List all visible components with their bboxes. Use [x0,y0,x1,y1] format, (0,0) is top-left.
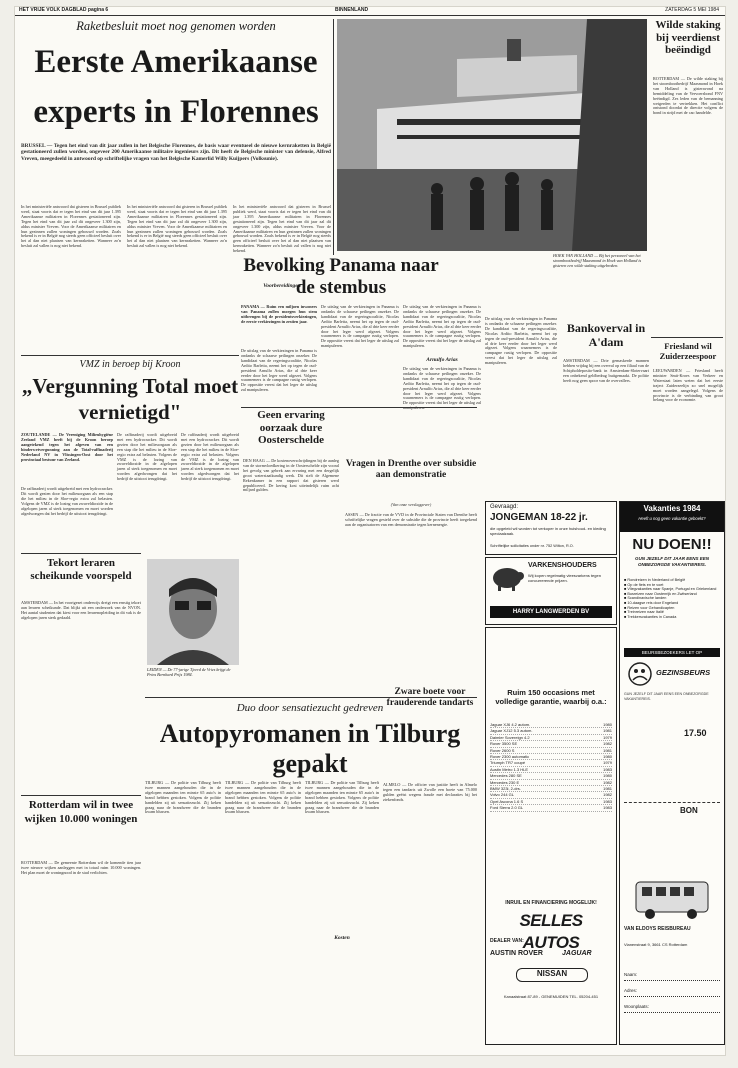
car-year: 1981 [603,728,612,734]
ad-vakanties-brand: GEZINSBEURS [656,668,711,677]
vakantie-list-item: ■ Scandinavische landen [624,596,667,601]
page-header-bar [15,7,725,16]
total-intro: ZOUTELANDE — De Vereniging Milieuhygiëne Zeeland VMZ heeft bij de Kroon beroep aangetekend tegen het afgeven van een hinderwetvergunning aan de Total-raffinaderij Nederland NV in Vlissingen-Oost door het provinciaal bestuur van Zeeland. [21,432,113,462]
ad-vakanties-woonplaats: Woonplaats: [624,1004,720,1013]
rule-h1 [21,355,239,356]
car-model: Rover 2600 S [490,747,515,753]
rule-h3 [145,697,477,698]
tandarts-body: ALMELO — De officier van justitie heeft in Almelo tegen een tandarts uit Zwolle een boete van 75.000 gulden geëist wegens fraude met declaraties bij het ziekenfonds. [383,782,477,802]
ad-varkens [485,557,617,625]
car-model: Rover 3500 SE [490,741,518,747]
rule-v1 [333,19,334,255]
ad-occasions-brand1: AUSTIN ROVER [490,950,543,957]
lead-body-col1: In het ministeriële antwoord dat gisteren in Brussel publiek werd, staat voorts dat er tegen het eind van dit jaar 1.395 Amerikaanse militairen in Florennes gestationeerd zijn. Tegen het eind van dit jaar zal dit ongeveer 1.300 zijn, aldus minister Vreven. Voor de Amerikaanse militairen en hun gezinnen zullen woningen gebouwd worden. Zoals bekend is er in België nog steeds geen officieel besluit over het al dan niet plaatsen van kernraketten. Wanneer zo'n besluit zal vallen is nog niet bekend. [21,204,121,249]
ferry-photo [337,19,647,251]
ad-varkens-title: VARKENSHOUDERS [528,562,597,569]
autopyro-body-col2: TILBURG — De politie van Tilburg heeft twee mannen aangehouden die in de afgelopen maanden ten minste 65 auto's in brand hebben gestoken. Volgens de politie handelden zij uit sensatiezucht. Zij keken graag naar de brandweer die de branden kwam blussen. [225,780,301,815]
car-model: Rover 2300 automatic [490,754,530,760]
panama-body-col1: De uitslag van de verkiezingen in Panama is ondanks de schaarse peilingen onzeker. De kandidaat van de regeringscoalitie, Nicolas Ardito Barletta, neemt het op tegen de oud-president Arnulfo Arias, die al drie keer eerder door het leger werd afgezet. Volgens waarnemers is de campagne rustig verlopen. De oppositie vreest dat het leger de uitslag zal manipuleren. [241,348,317,393]
car-model: Mercedes 230 E [490,779,520,785]
panama-body-col3b: De uitslag van de verkiezingen in Panama is ondanks de schaarse peilingen onzeker. De kandidaat van de regeringscoalitie, Nicolas Ardito Barletta, neemt het op tegen de oud-president Arnulfo Arias, die al drie keer eerder door het leger werd afgezet. Volgens waarnemers is de campagne rustig verlopen. De oppositie vreest dat het leger de uitslag zal [403,366,481,406]
car-model: Austin Metro 1.3 HLE [490,766,529,772]
rule-tekort [21,553,141,554]
total-body-col3: De raffinaderij wordt uitgebreid met een hydrocracker. Dit wordt gezien door het milieuorgaan als een stap die het milieu in de Sloe-regio extra zal belasten. Volgens de VMZ is de lozing van zwaveldioxide in de afgelopen jaren al sterk toegenomen en moet worden afgedwongen dat het bedrijf de uitstoot terugdringt. [181,432,239,482]
vakantie-list-item: ■ Trekkersvakanties in Canada [624,614,677,619]
ad-vakanties-big: NU DOEN!! [632,536,712,553]
ad-vakanties-naam: Naam: [624,972,720,981]
autopyro-body-col1: TILBURG — De politie van Tilburg heeft twee mannen aangehouden die in de afgelopen maanden ten minste 65 auto's in brand hebben gestoken. Volgens de politie handelden zij uit sensatiezucht. Zij keken graag naar de brandweer die de branden kwam blussen. [145,780,221,815]
car-year: 1979 [603,760,612,766]
wilde-staking-headline: Wilde staking bij veerdienst beëindigd [655,19,721,56]
ad-vakanties-filler: GUN JEZELF DIT JAAR EENS EEN ONBEZORGDE VAKANTIEREIS. [624,692,709,701]
car-year: 1982 [603,792,612,798]
panama-headline: Bevolking Panama naar de stembus [243,255,439,298]
ad-occasions [485,627,617,1045]
car-model: Ford Sierra 2.0 GL [490,805,524,811]
ad-vakanties-cutline [624,802,720,804]
car-year: 1982 [603,779,612,785]
panama-body-col4: De uitslag van de verkiezingen in Panama is ondanks de schaarse peilingen onzeker. De kandidaat van de regeringscoalitie, Nicolas Ardito Barletta, neemt het op tegen de oud-president Arnulfo Arias, die al drie keer eerder door het leger werd afgezet. Volgens waarnemers is de campagne rustig verlopen. De oppositie vreest dat het leger de uitslag zal manipuleren. [485,316,557,366]
car-model: BMW 323i, 2-drs. [490,786,521,792]
total-body-col1: De raffinaderij wordt uitgebreid met een hydrocracker. Dit wordt gezien door het milieuorgaan als een stap die het milieu in de Sloe-regio extra zal belasten. Volgens de VMZ is de lozing van zwaveldioxide in de afgelopen jaren al sterk toegenomen en moet worden afgedwongen dat het bedrijf de uitstoot terugdringt. [21,486,113,516]
bus-icon [634,874,710,922]
page-header-left: HET VRIJE VOLK DAGBLAD pagina 6 [19,7,109,13]
car-model: Jaguar XJ12 5.3 autom. [490,728,533,734]
ad-vakanties-adres: Adres: [624,988,720,997]
car-year: 1979 [603,734,612,740]
car-year: 1983 [603,805,612,811]
vakantie-list-item: ■ Op de fiets en te voet [624,582,664,587]
ad-vakanties-label: BEURSBEZOEKERS LET OP [624,648,720,657]
rule-h2 [241,407,477,408]
friesland-body: LEEUWARDEN — Friesland heeft minister Smit-Kroes van Verkeer en Waterstaat laten weten dat het eerste traject Zuiderzeelijn zo snel mogelijk moet worden aangelegd. Volgens de provincie is de verbinding van groot belang voor de economie. [653,368,723,403]
bankoverval-headline: Bankoverval in A'dam [566,321,646,349]
total-headline: „Vergunning Total moet vernietigd" [21,374,239,424]
car-model: Jaguar XJ6 4.2 autom. [490,722,531,727]
ad-vakanties-slogan: GUN JEZELF DIT JAAR EENS EEN ONBEZORGDE VAKANTIEREIS. [634,556,709,567]
lead-subhead: Voorbereidingen [263,283,301,289]
total-kicker: VMZ in beroep bij Kroon [79,359,181,370]
ad-vakanties-firm: VAN ELDOYS REISBUREAU [624,926,691,932]
oosterschelde-headline: Geen ervaring oorzaak dure Oosterschelde [257,409,325,446]
portrait-photo [147,559,239,665]
lead-kicker: Raketbesluit moet nog genomen worden [76,19,276,33]
bankoverval-body: AMSTERDAM — Drie gemaskerde mannen hebben vrijdag bij een overval op een filiaal van de Schipholdeposito-bank in Amsterdam-Slotervaart een onbekend geldbedrag buitgemaakt. De politie heeft nog geen spoor van de overvallers. [563,358,649,383]
ad-occasions-title: Ruim 150 occasions met volledige garantie, waarbij o.a.: [495,688,607,706]
vakantie-list-item: ■ Rondreizen in Nederland of België [624,578,686,582]
ad-jongeman-title: Gevraagd: [490,504,519,510]
ad-varkens-text: Wij kopen regelmatig vleesvarkens tegen concurrerende prijzen. [528,573,601,583]
car-year: 1983 [603,798,612,804]
ad-varkens-name: HARRY LANGWERDEN BV [490,606,612,618]
rotterdam-body: ROTTERDAM — De gemeente Rotterdam wil de komende tien jaar twee nieuwe wijken aanleggen met in totaal ruim 10.000 woningen. Het plan moet de woningnood in de stad verlichten. [21,860,141,875]
ad-occasions-brand2: JAGUAR [562,950,592,957]
ad-occasions-logo: SELLES AUTOS [519,911,583,952]
car-model: Volvo 244 GL [490,792,515,798]
family-logo-icon [628,662,652,686]
autopyro-headline: Autopyromanen in Tilburg gepakt [159,719,461,778]
ad-jongeman-big: JONGEMAN 18-22 jr. [490,512,588,523]
car-year: 1980 [603,722,612,727]
tekort-body: AMSTERDAM — In het voortgezet onderwijs dreigt een ernstig tekort aan leraren scheikunde. Dat blijkt uit een onderzoek van de NVON. Het aantal studenten dat kiest voor een lerarenopleiding in dit vak is de afgelopen jaren sterk gedaald. [21,600,141,620]
newspaper-page [14,6,726,1056]
drenthe-headline: Vragen in Drenthe over subsidie aan demonstratie [345,459,477,480]
ad-vakanties-addr: Vianenstraat 9, 3661 CS Rotterdam [624,942,688,947]
page-header-date: ZATERDAG 5 MEI 1984 [665,7,719,13]
wilde-staking-body: ROTTERDAM — De wilde staking bij het stoombootbedrijf Maasmond in Hoek van Holland is gisteravond na bemiddeling van de Vervoersbond FNV beëindigd. Zes leden van de bemanning weigerden te vertrekken. Het conflict ontstond doordat de directie volgens de bond in strijd met de cao handelde. [653,76,723,116]
ad-vakanties-price: 17.50 [684,728,707,738]
car-model: Opel Ascona 1.6 S [490,798,524,804]
friesland-headline: Friesland wil Zuiderzeespoor [659,341,717,361]
car-model: Daimler Sovereign 4.2 [490,734,530,740]
rule-h5 [651,337,723,338]
autopyro-kicker: Duo door sensatiezucht gedreven [236,702,384,714]
vakantie-list-item: ■ Treinreizen naar Italië [624,610,664,615]
ad-vakanties-title: Vakanties 1984 [643,504,701,513]
rotterdam-headline: Rotterdam wil in twee wijken 10.000 woningen [24,799,138,825]
ad-vakanties-header [620,502,724,532]
page-header-section: BINNENLAND [335,7,369,13]
car-year: 1980 [603,773,612,779]
portrait-caption: LEIDEN — De 77-jarige Tjeerd de Vries krijgt de Prins Bernhard Prijs 1984. [147,667,231,677]
portrait-photo-art [147,559,239,665]
car-year: 1981 [603,747,612,753]
ad-occasions-brand3: NISSAN [516,968,588,982]
ad-jongeman-text: die opgeleid wil worden tot verkoper in onze huishoud- en kleding speciaalzaak. [490,526,606,536]
lead-body-col2: In het ministeriële antwoord dat gisteren in Brussel publiek werd, staat voorts dat er tegen het eind van dit jaar 1.395 Amerikaanse militairen in Florennes gestationeerd zijn. Tegen het eind van dit jaar zal dit ongeveer 1.300 zijn, aldus minister Vreven. Voor de Amerikaanse militairen en hun gezinnen zullen woningen gebouwd worden. Zoals bekend is er in België nog steeds geen officieel besluit over het al dan niet plaatsen van kernraketten. Wanneer zo'n besluit zal vallen is nog niet bekend. [127,204,227,249]
ad-vakanties-list [624,578,720,640]
ad-vakanties-bon: BON [680,806,698,815]
car-list-item [490,805,612,811]
drenthe-body: ASSEN — De fractie van de VVD in de Provinciale Staten van Drenthe heeft schriftelijke vragen gesteld over de subsidie die de provincie heeft toegekend aan de organisatoren van een demonstratie tegen kernenergie. [345,512,477,527]
panama-intro: PANAMA — Ruim een miljoen inwoners van Panama zullen morgen hun stem uitbrengen bij de presidentsverkiezingen, de eerste verkiezingen in zestien jaar. [241,304,317,324]
ad-occasions-dealer: DEALER VAN: [490,938,524,944]
lead-body-col3: In het ministeriële antwoord dat gisteren in Brussel publiek werd, staat voorts dat er tegen het eind van dit jaar 1.395 Amerikaanse militairen in Florennes gestationeerd zijn. Tegen het eind van dit jaar zal dit ongeveer 1.300 zijn, aldus minister Vreven. Voor de Amerikaanse militairen en hun gezinnen zullen woningen gebouwd worden. Zoals bekend is er in België nog steeds geen officieel besluit over het al dan niet plaatsen van kernraketten. Wanneer zo'n besluit zal vallen is nog niet bekend. [233,204,331,254]
vakantie-list-item: ■ Vliegvakanties naar Spanje, Portugal en Griekenland [624,587,717,592]
panama-sub-arias: Arnulfo Arias [426,357,458,363]
car-model: Mercedes 280 SE [490,773,522,779]
ad-occasions-list [490,722,612,896]
ad-jongeman-footer: Schriftelijke sollicitaties onder nr. 752 Wilton, R.O. [490,544,574,548]
pig-icon [490,562,524,592]
car-year: 1983 [603,766,612,772]
lead-headline: Eerste Amerikaanse experts in Florennes [33,44,319,130]
autopyro-body-col3: TILBURG — De politie van Tilburg heeft twee mannen aangehouden die in de afgelopen maanden ten minste 65 auto's in brand hebben gestoken. Volgens de politie handelden zij uit sensatiezucht. Zij keken graag naar de brandweer die de branden kwam blussen. [305,780,379,815]
autopyro-sub: Kosten [334,935,350,941]
vakantie-list-item: ■ Reizen voor Gehandicapten [624,605,675,610]
vakantie-list-item: ■ 10-daagse reis door Engeland [624,600,679,605]
rule-h4 [21,795,141,796]
drenthe-note: (Van onze verslaggever) [390,502,432,507]
oosterschelde-body: DEN HAAG — De kostenoverschrijdingen bij de aanleg van de stormvloedkering in de Oosterschelde zijn vooral het gevolg van gebrek aan ervaring met een dergelijk groot waterstaatkundig werk. Dit stelt de Algemene Rekenkamer in een rapport dat gisteren werd gepubliceerd. De kering kost uiteindelijk ruim acht miljard gulden. [243,458,339,493]
ad-vakanties-subtitle: Heeft u nog geen vakantie geboekt? [638,516,706,521]
ad-occasions-inruil: INRUIL EN FINANCIERING MOGELIJK! [505,900,597,906]
tekort-headline: Tekort leraren scheikunde voorspeld [30,557,132,582]
total-body-col2: De raffinaderij wordt uitgebreid met een hydrocracker. Dit wordt gezien door het milieuorgaan als een stap die het milieu in de Sloe-regio extra zal belasten. Volgens de VMZ is de lozing van zwaveldioxide in de afgelopen jaren al sterk toegenomen en moet worden afgedwongen dat het bedrijf de uitstoot terugdringt. [117,432,177,482]
ad-vakanties [619,501,725,1045]
ferry-photo-caption: HOEK VAN HOLLAND — Bij het personeel van het stoombootbedrijf Maasmond in Hoek van Holland is gisteren een wilde staking uitgebroken. [553,253,642,268]
car-year: 1981 [603,786,612,792]
lead-intro: BRUSSEL — Tegen het eind van dit jaar zullen in het Belgische Florennes, de basis waar eventueel de nieuwe kernraketten in België gestationeerd zullen worden, ongeveer 200 Amerikaanse militaire ingenieurs zijn. Dit heeft de Belgische minister van defensie, Alfred Vreven, meegedeeld in antwoord op schriftelijke vragen van het Belgische Kamerlid Willy Kuijpers (Volksunie). [21,143,331,162]
panama-body-col2: De uitslag van de verkiezingen in Panama is ondanks de schaarse peilingen onzeker. De kandidaat van de regeringscoalitie, Nicolas Ardito Barletta, neemt het op tegen de oud-president Arnulfo Arias, die al drie keer eerder door het leger werd afgezet. Volgens waarnemers is de campagne rustig verlopen. De oppositie vreest dat het leger de uitslag zal manipuleren. [321,304,399,349]
panama-body-col3: De uitslag van de verkiezingen in Panama is ondanks de schaarse peilingen onzeker. De kandidaat van de regeringscoalitie, Nicolas Ardito Barletta, neemt het op tegen de oud-president Arnulfo Arias, die al drie keer eerder door het leger werd afgezet. Volgens waarnemers is de campagne rustig verlopen. De oppositie vreest dat het leger de uitslag zal manipuleren. [403,304,481,349]
ad-occasions-address: Kanaalstraat 87-89 - GENEMUIDEN TEL. 05204-451 [503,994,599,999]
ferry-photo-art [337,19,647,251]
tandarts-headline: Zware boete voor frauderende tandarts [386,687,474,708]
car-model: Triumph TR7 coupé [490,760,526,766]
ad-jongeman [485,501,617,555]
vakantie-list-item: ■ Busreizen naar Oostenrijk en Zwitserland [624,591,697,596]
car-year: 1982 [603,741,612,747]
car-year: 1980 [603,754,612,760]
